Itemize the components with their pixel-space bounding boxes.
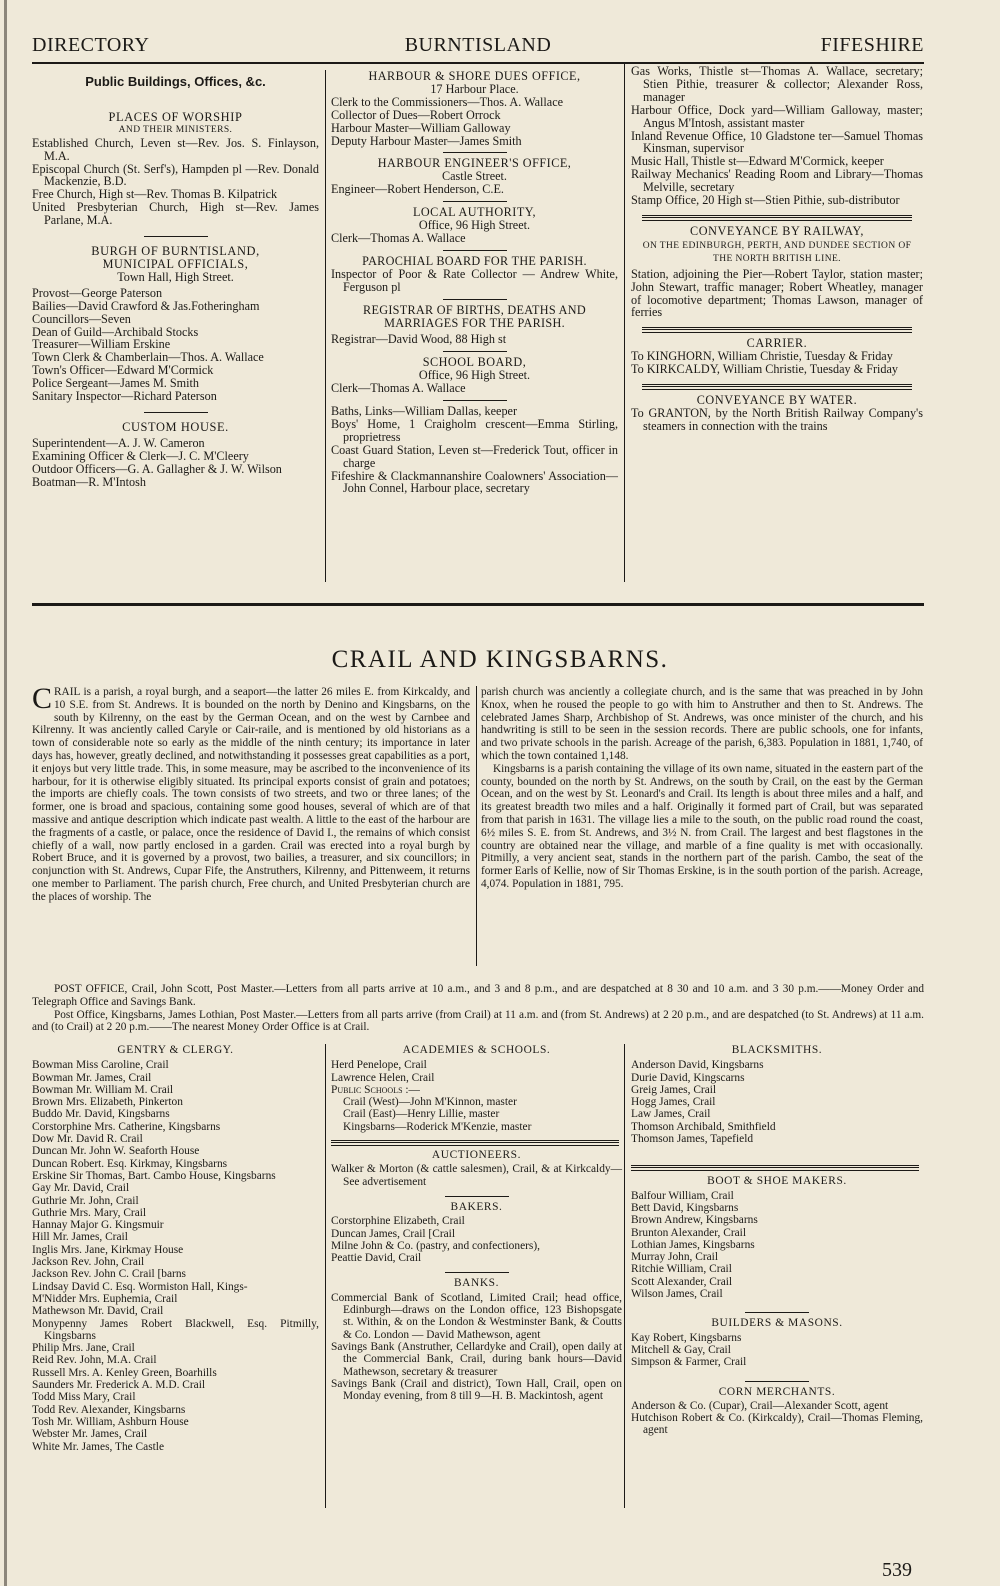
burgh-title: BURGH OF BURNTISLAND, xyxy=(91,244,260,259)
burgh-entry: Treasurer—William Erskine xyxy=(32,337,171,352)
blacksmiths-entry: Durie David, Kingscarns xyxy=(631,1071,745,1084)
local-authority-title: LOCAL AUTHORITY, xyxy=(412,205,537,220)
gentry-entry: Inglis Mrs. Jane, Kirkmay House xyxy=(32,1243,184,1256)
burgh-entry: Councillors—Seven xyxy=(32,311,131,326)
carrier-entry: To KINGHORN, William Christie, Tuesday & Friday xyxy=(631,349,893,364)
banks-title: BANKS. xyxy=(453,1277,500,1290)
office-entry: Stamp Office, 20 High st—Stien Pithie, sub-distributor xyxy=(631,193,900,208)
gentry-entry: Hill Mr. James, Crail xyxy=(32,1231,128,1244)
burgh-entry: Police Sergeant—James M. Smith xyxy=(32,376,200,391)
builders-entry: Simpson & Farmer, Crail xyxy=(631,1356,747,1369)
registrar-title: REGISTRAR OF BIRTHS, DEATHS AND MARRIAGES FOR THE PARISH. xyxy=(363,302,586,330)
harbour-dues-entry: Collector of Dues—Robert Orrock xyxy=(331,107,501,122)
customs-entry: Outdoor Officers—G. A. Gallagher & J. W. Wilson xyxy=(32,461,282,476)
gentry-entry: M'Nidder Mrs. Euphemia, Crail xyxy=(32,1292,178,1305)
boot-entry: Wilson James, Crail xyxy=(631,1288,723,1301)
school-board-address: Office, 96 High Street. xyxy=(418,368,531,383)
misc-entry: Baths, Links—William Dallas, keeper xyxy=(331,404,518,419)
trades-column-a xyxy=(331,1044,622,1402)
gentry-entry: Gay Mr. David, Crail xyxy=(32,1182,130,1195)
gentry-entry: Saunders Mr. Frederick A. M.D. Crail xyxy=(32,1379,206,1392)
gentry-entry: Erskine Sir Thomas, Bart. Cambo House, Kingsbarns xyxy=(32,1169,276,1182)
carrier-entry: To KIRKCALDY, William Christie, Tuesday & Friday xyxy=(631,362,899,377)
crail-paragraph: RAIL is a parish, a royal burgh, and a seaport—the latter 26 miles E. from Kirkcaldy, and 10 S.E. from St. Andrews. It is bounded on the north by Denino and Kingsbarns, on the south by Kilrenny, on the east by the German Ocean, and on the west by Carnbee and Kilrenny. It was anciently called Caryle or Cair-raile, and is mentioned by old historians as a town of considerable note so early as the middle of the ninth century; its importance in later days has, however, greatly declined, and notwithstanding it possesses great capabilities as a port, it enjoys but very little trade. This, in some measure, may be ascribed to the inconvenience of its harbour, for it is otherwise eligibly situated. Its principal exports consist of grain and potatoes; the imports are chiefly coals. The town consists of two streets, and two or three lanes; of the former, one is broad and spacious, containing some good houses, several of which are of that massive and antique description which indicate past wealth. A little to the east of the harbour are the fragments of a castle, or palace, once the residence of David I., the remains of which consist chiefly of a wall, now partly enclosed in a garden. Crail was erected into a royal burgh by Robert Bruce, and it is governed by a provost, two bailies, a treasurer, and six councillors; in conjunction with St. Andrews, Cupar Fife, the Anstruthers, Kilrenny, and Pittenweem, it returns one member to Parliament. The parish church, Free church, and United Presbyterian church are the places of worship. The xyxy=(32,686,470,903)
boot-entry: Murray John, Crail xyxy=(631,1251,718,1264)
harbour-offices-column xyxy=(331,70,618,495)
double-rule xyxy=(642,327,912,333)
gentry-title: GENTRY & CLERGY. xyxy=(117,1044,234,1056)
academies-title: ACADEMIES & SCHOOLS. xyxy=(402,1044,551,1056)
bakers-entry: Peattie David, Crail xyxy=(331,1252,422,1265)
gentry-entry: Hannay Major G. Kingsmuir xyxy=(32,1219,164,1232)
column-rule xyxy=(325,70,326,582)
boot-title: BOOT & SHOE MAKERS. xyxy=(707,1175,847,1188)
boot-entry: Lothian James, Kingsbarns xyxy=(631,1238,755,1251)
office-entry: Gas Works, Thistle st—Thomas A. Wallace, secretary; Stien Pithie, treasurer & collector; Alexander Ross, manager xyxy=(631,64,923,104)
gentry-entry: Brown Mrs. Elizabeth, Pinkerton xyxy=(32,1096,183,1109)
double-rule xyxy=(631,1165,919,1171)
burgh-entry: Dean of Guild—Archibald Stocks xyxy=(32,324,199,339)
blacksmiths-entry: Thomson Archibald, Smithfield xyxy=(631,1120,776,1133)
kingsbarns-paragraph: Kingsbarns is a parish containing the village of its own name, situated in the eastern part of the county, bounded on the north by St. Andrews, on the south by Crail, on the east by the German Ocean, and on the west by St. Leonard's and Crail. Its length is about three miles and a half, and its greatest breadth two miles and a half. Originally it formed part of Crail, but was separated from that parish in 1631. The village lies a mile to the south, on the public road round the coast, 6½ miles S. E. from St. Andrews, and 3½ N. from Crail. The largest and best flagstones in the country are obtained near the village, and marble of a fine quality is met with occasionally. Pitmilly, a very ancient seat, stands in the northern part of the parish. Cambo, the seat of the former Earls of Kellie, now of Sir Thomas Erskine, is in the south portion of the parish. Acreage, 4,074. Population in 1881, 795. xyxy=(481,762,923,890)
gentry-entry: Buddo Mr. David, Kingsbarns xyxy=(32,1108,170,1121)
corn-entry: Hutchison Robert & Co. (Kirkcaldy), Crail—Thomas Fleming, agent xyxy=(631,1412,923,1437)
gentry-entry: Todd Rev. Alexander, Kingsbarns xyxy=(32,1403,186,1416)
water-entry: To GRANTON, by the North British Railway Company's steamers in connection with the trains xyxy=(631,405,923,433)
customs-entry: Superintendent—A. J. W. Cameron xyxy=(32,435,205,450)
gentry-entry: Monypenny James Robert Blackwell, Esq. Pitmilly, Kingsbarns xyxy=(32,1317,319,1342)
post-office-crail: POST OFFICE, Crail, John Scott, Post Master.—Letters from all parts arrive at 10 a.m., and 3 and 8 p.m., and are despatched at 8 30 and 10 a.m. and 3 30 p.m.——Money Order and Telegraph Office and Savings Bank. xyxy=(32,983,924,1008)
parochial-title: PAROCHIAL BOARD FOR THE PARISH. xyxy=(362,253,587,268)
gentry-entry: Lindsay David C. Esq. Wormiston Hall, Kings- xyxy=(32,1280,248,1293)
office-entry: Railway Mechanics' Reading Room and Library—Thomas Melville, secretary xyxy=(631,167,923,195)
trades-column-b xyxy=(631,1044,923,1437)
gentry-entry: White Mr. James, The Castle xyxy=(32,1440,165,1453)
burgh-subtitle: MUNICIPAL OFFICIALS, xyxy=(102,256,249,271)
misc-entry: Fifeshire & Clackmannanshire Coalowners' Association—John Connel, Harbour place, secretary xyxy=(331,468,618,496)
public-buildings-heading: Public Buildings, Offices, &c. xyxy=(85,74,266,89)
gentry-entry: Duncan Mr. John W. Seaforth House xyxy=(32,1145,200,1158)
banks-entry: Savings Bank (Anstruther, Cellardyke and Crail), open daily at the Commercial Bank, Crail, during bank hours—David Mathewson, secretary & treasurer xyxy=(331,1340,622,1378)
gentry-entry: Corstorphine Mrs. Catherine, Kingsbarns xyxy=(32,1120,221,1133)
gentry-entry: Russell Mrs. A. Kenley Green, Boarhills xyxy=(32,1366,217,1379)
blacksmiths-entry: Greig James, Crail xyxy=(631,1083,717,1096)
harbour-dues-entry: Clerk to the Commissioners—Thos. A. Wallace xyxy=(331,94,564,109)
engineer-address: Castle Street. xyxy=(442,169,507,184)
banks-entry: Savings Bank (Crail and district), Town Hall, Crail, open on Monday evening, from 8 till 9—H. B. Mackintosh, agent xyxy=(331,1377,622,1403)
blacksmiths-entry: Thomson James, Tapefield xyxy=(631,1133,754,1146)
misc-entry: Boys' Home, 1 Craigholm crescent—Emma Stirling, proprietress xyxy=(331,416,618,444)
office-entry: Music Hall, Thistle st—Edward M'Cormick, keeper xyxy=(631,154,884,169)
gentry-entry: Bowman Miss Caroline, Crail xyxy=(32,1059,169,1072)
gentry-entry: Guthrie Mrs. Mary, Crail xyxy=(32,1206,147,1219)
section-separator xyxy=(32,603,924,606)
office-entry: Inland Revenue Office, 10 Gladstone ter—Samuel Thomas Kinsman, supervisor xyxy=(631,128,923,156)
gentry-entry: Dow Mr. David R. Crail xyxy=(32,1133,143,1146)
corn-entry: Anderson & Co. (Cupar), Crail—Alexander Scott, agent xyxy=(631,1399,889,1412)
customs-entry: Examining Officer & Clerk—J. C. M'Cleery xyxy=(32,448,249,463)
builders-title: BUILDERS & MASONS. xyxy=(711,1317,843,1330)
drop-cap: C xyxy=(32,682,53,715)
worship-entry: United Presbyterian Church, High st—Rev. James Parlane, M.A. xyxy=(32,200,319,228)
engineer-title: HARBOUR ENGINEER'S OFFICE, xyxy=(377,156,572,171)
crail-description-right xyxy=(481,686,923,891)
section-divider xyxy=(443,250,507,251)
gentry-entry: Philip Mrs. Jane, Crail xyxy=(32,1342,135,1355)
gentry-entry: Reid Rev. John, M.A. Crail xyxy=(32,1354,157,1367)
blacksmiths-entry: Law James, Crail xyxy=(631,1108,711,1121)
bakers-entry: Milne John & Co. (pastry, and confectioners), xyxy=(331,1239,540,1252)
auctioneers-entry: Walker & Morton (& cattle salesmen), Crail, & at Kirkcaldy—See advertisement xyxy=(331,1163,622,1188)
misc-entry: Coast Guard Station, Leven st—Frederick Tout, officer in charge xyxy=(331,442,618,470)
column-rule xyxy=(325,1044,326,1508)
boot-entry: Brunton Alexander, Crail xyxy=(631,1226,747,1239)
corn-title: CORN MERCHANTS. xyxy=(718,1385,836,1398)
double-rule xyxy=(642,215,912,221)
harbour-dues-entry: Deputy Harbour Master—James Smith xyxy=(331,133,522,148)
section-divider xyxy=(144,412,208,413)
carrier-title: CARRIER. xyxy=(746,336,808,351)
customs-title: CUSTOM HOUSE. xyxy=(122,419,229,434)
customs-entry: Boatman—R. M'Intosh xyxy=(32,474,146,489)
gentry-entry: Tosh Mr. William, Ashburn House xyxy=(32,1415,189,1428)
worship-entry: Episcopal Church (St. Serf's), Hampden pl —Rev. Donald Mackenzie, B.D. xyxy=(32,161,319,189)
builders-entry: Kay Robert, Kingsbarns xyxy=(631,1331,742,1344)
auctioneers-title: AUCTIONEERS. xyxy=(431,1149,522,1162)
section-divider xyxy=(443,201,507,202)
section-divider xyxy=(443,351,507,352)
school-board-title: SCHOOL BOARD, xyxy=(422,355,527,370)
section-divider xyxy=(443,152,507,153)
builders-entry: Mitchell & Gay, Crail xyxy=(631,1343,731,1356)
burgh-entry: Sanitary Inspector—Richard Paterson xyxy=(32,389,217,404)
section-divider xyxy=(745,1381,809,1382)
gentry-entry: Webster Mr. James, Crail xyxy=(32,1428,148,1441)
banks-entry: Commercial Bank of Scotland, Limited Crail; head office, Edinburgh—draws on the London office, 123 Bishopsgate st. Within, & on the London & Westminster Bank, & Coutts & Co. London — David Mathewson, agent xyxy=(331,1291,622,1341)
public-buildings-column xyxy=(32,76,319,488)
boot-entry: Scott Alexander, Crail xyxy=(631,1275,733,1288)
railway-text: Station, adjoining the Pier—Robert Taylor, station master; John Stewart, traffic manager; Robert Wheatley, manager of locomotive department; Thomas Lawson, manager of ferries xyxy=(631,266,923,320)
worship-entry: Free Church, High st—Rev. Thomas B. Kilpatrick xyxy=(32,187,278,202)
local-authority-entry: Clerk—Thomas A. Wallace xyxy=(331,230,466,245)
worship-subtitle: AND THEIR MINISTERS. xyxy=(118,124,233,135)
section-divider xyxy=(144,236,208,237)
blacksmiths-entry: Hogg James, Crail xyxy=(631,1096,716,1109)
page-number: 539 xyxy=(882,1559,912,1581)
boot-entry: Bett David, Kingsbarns xyxy=(631,1201,739,1214)
gentry-entry: Todd Miss Mary, Crail xyxy=(32,1391,136,1404)
local-authority-address: Office, 96 High Street. xyxy=(418,218,531,233)
section-divider xyxy=(745,1312,809,1313)
double-rule xyxy=(642,384,912,390)
section-divider xyxy=(445,1196,509,1197)
harbour-dues-title: HARBOUR & SHORE DUES OFFICE, xyxy=(368,69,581,83)
burgh-address: Town Hall, High Street. xyxy=(117,269,234,284)
bakers-entry: Corstorphine Elizabeth, Crail xyxy=(331,1215,465,1228)
school-board-entry: Clerk—Thomas A. Wallace xyxy=(331,381,466,396)
post-office-kingsbarns: Post Office, Kingsbarns, James Lothian, Post Master.—Letters from all parts arrive (from Crail) at 11 a.m. and (from St. Andrews) at 2 20 p.m., and are despatched (to St. Andrews) at 11 a.m. and (to Crail) at 2 20 p.m.——The nearest Money Order Office is at Crail. xyxy=(32,1008,924,1034)
bakers-title: BAKERS. xyxy=(450,1200,503,1213)
section-divider xyxy=(443,299,507,300)
gentry-entry: Guthrie Mr. John, Crail xyxy=(32,1194,139,1207)
boot-entry: Brown Andrew, Kingsbarns xyxy=(631,1214,758,1227)
burgh-entry: Town's Officer—Edward M'Cormick xyxy=(32,363,214,378)
column-rule xyxy=(624,64,625,582)
harbour-dues-address: 17 Harbour Place. xyxy=(430,81,519,96)
gentry-entry: Jackson Rev. John C. Crail [barns xyxy=(32,1268,186,1281)
column-rule xyxy=(476,686,477,966)
header-center: BURNTISLAND xyxy=(404,34,552,56)
running-header xyxy=(32,34,924,60)
header-left: DIRECTORY xyxy=(32,34,150,56)
registrar-entry: Registrar—David Wood, 88 High st xyxy=(331,332,507,347)
railway-title: CONVEYANCE BY RAILWAY, xyxy=(689,223,864,238)
railway-subtitle: ON THE EDINBURGH, PERTH, AND DUNDEE SECTION OF THE NORTH BRITISH LINE. xyxy=(642,240,912,264)
gentry-entry: Mathewson Mr. David, Crail xyxy=(32,1305,164,1318)
parochial-entry: Inspector of Poor & Rate Collector — Andrew White, Ferguson pl xyxy=(331,266,618,294)
gentry-entry: Bowman Mr. William M. Crail xyxy=(32,1083,174,1096)
blacksmiths-title: BLACKSMITHS. xyxy=(731,1044,823,1056)
boot-entry: Ritchie William, Crail xyxy=(631,1263,732,1276)
crail-title: CRAIL AND KINGSBARNS. xyxy=(331,646,669,673)
academies-entry: Crail (West)—John M'Kinnon, master xyxy=(343,1096,517,1109)
office-entry: Harbour Office, Dock yard—William Galloway, master; Angus M'Intosh, assistant master xyxy=(631,102,923,130)
gentry-entry: Bowman Mr. James, Crail xyxy=(32,1071,152,1084)
academies-entry: Kingsbarns—Roderick M'Kenzie, master xyxy=(343,1120,532,1133)
burgh-entry: Bailies—David Crawford & Jas.Fotheringham xyxy=(32,298,260,313)
academies-entry: Crail (East)—Henry Lillie, master xyxy=(343,1108,500,1121)
harbour-dues-entry: Harbour Master—William Galloway xyxy=(331,120,511,135)
burgh-entry: Town Clerk & Chamberlain—Thos. A. Wallace xyxy=(32,350,264,365)
crail-paragraph: parish church was anciently a collegiate church, and is the same that was preached in by John Knox, when he roused the people to go with him to Anstruther and then to St. Andrews. The celebrated James Sharp, Archbishop of St. Andrews, was once minister of the church, and his handwriting is still to be seen in the session records. There are public schools, one for infants, and two private schools in the parish. Acreage of the parish, 6,383. Population in 1881, 1,740, of which the town contained 1,148. xyxy=(481,686,923,762)
header-right: FIFESHIRE xyxy=(820,34,924,56)
gentry-entry: Duncan Robert. Esq. Kirkmay, Kingsbarns xyxy=(32,1157,228,1170)
water-title: CONVEYANCE BY WATER. xyxy=(696,393,858,408)
section-divider xyxy=(443,400,507,401)
boot-entry: Balfour William, Crail xyxy=(631,1189,734,1202)
page-binding-edge xyxy=(4,0,7,1586)
blacksmiths-entry: Anderson David, Kingsbarns xyxy=(631,1059,764,1072)
academies-entry: Lawrence Helen, Crail xyxy=(331,1071,435,1084)
double-rule xyxy=(331,1140,619,1146)
gentry-column xyxy=(32,1044,319,1453)
burgh-entry: Provost—George Paterson xyxy=(32,285,163,300)
worship-entry: Established Church, Leven st—Rev. Jos. S. Finlayson, M.A. xyxy=(32,135,319,163)
crail-description-left xyxy=(32,682,470,904)
worship-title: PLACES OF WORSHIP xyxy=(108,109,243,124)
section-divider xyxy=(445,1272,509,1273)
column-rule xyxy=(624,1044,625,1508)
engineer-entry: Engineer—Robert Henderson, C.E. xyxy=(331,182,504,197)
gentry-entry: Jackson Rev. John, Crail xyxy=(32,1256,145,1269)
academies-entry: Public Schools :— xyxy=(331,1083,420,1096)
academies-entry: Herd Penelope, Crail xyxy=(331,1059,427,1072)
offices-conveyance-column xyxy=(631,65,923,433)
bakers-entry: Duncan James, Crail [Crail xyxy=(331,1227,455,1240)
post-office-notices xyxy=(32,983,924,1034)
